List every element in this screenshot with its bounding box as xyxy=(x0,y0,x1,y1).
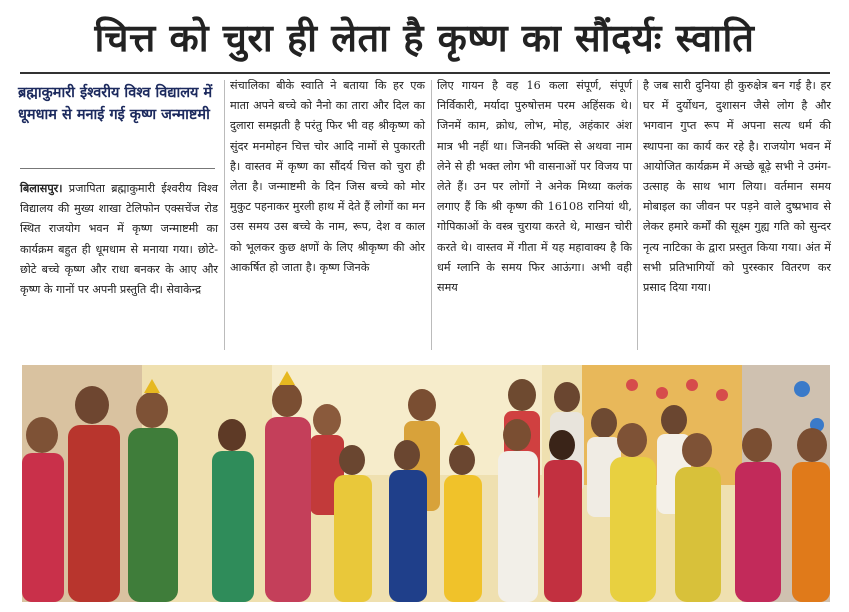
event-photo-illustration xyxy=(22,365,830,602)
article-column-4: है जब सारी दुनिया ही कुरुक्षेत्र बन गई है। हर घर में दुर्योधन, दुशासन जैसे लोग है और भगवान गुप्त रूप में अपना सत्य धर्म की स्थापना का कार्य कर रहे है। राजयोग भवन में आयोजित कार्यक्रम में अच्छे बूढ़े सभी ने उमंग-उत्साह के साथ भाग लिया। वर्तमान समय मोबाइल का जीवन पर पड़ने वाले दुष्प्रभाव से लेकर हमारे कर्मों की सूक्ष्म गुह्य गति को सुन्दर नृत्य नाटिका के द्वारा प्रस्तुत किया गया। अंत में सभी प्रतिभागियों को पुरस्कार वितरण कर प्रसाद दिया गया। xyxy=(643,79,831,295)
event-photo xyxy=(22,365,830,602)
article-column-1 xyxy=(20,178,218,300)
headline-rule xyxy=(20,72,830,74)
article-column-1-text: प्रजापिता ब्रह्माकुमारी ईश्वरीय विश्व विद्यालय की मुख्य शाखा टेलिफोन एक्सचेंज रोड स्थित राजयोग भवन में कृष्ण जन्माष्टमी का कार्यक्रम बहुत ही धूमधाम से मनाया गया। छोटे-छोटे बच्चे कृष्ण और राधा बनकर के आए और कृष्ण के गानों पर अपनी प्रस्तुति दी। सेवाकेन्द्र xyxy=(20,182,218,297)
column-divider xyxy=(224,80,225,350)
column-divider xyxy=(637,80,638,350)
dateline: बिलासपुर। xyxy=(20,181,63,195)
article-column-3: लिए गायन है वह 16 कला संपूर्ण, संपूर्ण निर्विकारी, मर्यादा पुरुषोत्तम परम अहिंसक थे। जिनमें काम, क्रोध, लोभ, मोह, अहंकार अंश मात्र भी नहीं था। जिनकी भक्ति से अथवा नाम लेने से ही भक्त लोग भी वासनाओं पर विजय पा लेते हैं। उन पर लोगों ने अनेक मिथ्या कलंक लगाए हैं कि श्री कृष्ण की 16108 रानियां थी, गोपिकाओं के वस्त्र चुराया करते थे, माखन चोरी करते थे। वास्तव में गीता में यह महावाक्य है कि धर्म ग्लानि के समय फिर आऊंगा। अभी वही समय xyxy=(437,79,632,295)
column-divider xyxy=(431,80,432,350)
article-column-2: संचालिका बीके स्वाति ने बताया कि हर एक माता अपने बच्चे को नैनो का तारा और दिल का दुलारा समझती है परंतु फिर भी वह श्रीकृष्ण को सुंदर मनमोहन चित्त चोर आदि नामों से पुकारती है। वास्तव में कृष्ण का सौंदर्य चित्त को चुरा ही लेता है। जन्माष्टमी के दिन जिस बच्चे को मोर मुकुट पहनाकर मुरली हाथ में देते हैं लोगों का मन उस समय उस बच्चे के नाम, रूप, देश व काल को भूलकर कुछ क्षणों के लिए श्रीकृष्ण की ओर आकर्षित हो जाता है। कृष्ण जिनके xyxy=(230,79,425,274)
subheadline: ब्रह्माकुमारी ईश्वरीय विश्व विद्यालय में धूमधाम से मनाई गई कृष्ण जन्माष्टमी xyxy=(18,84,213,123)
subhead-rule xyxy=(20,168,215,169)
headline: चित्त को चुरा ही लेता है कृष्ण का सौंदर्यः स्वाति xyxy=(94,16,755,60)
